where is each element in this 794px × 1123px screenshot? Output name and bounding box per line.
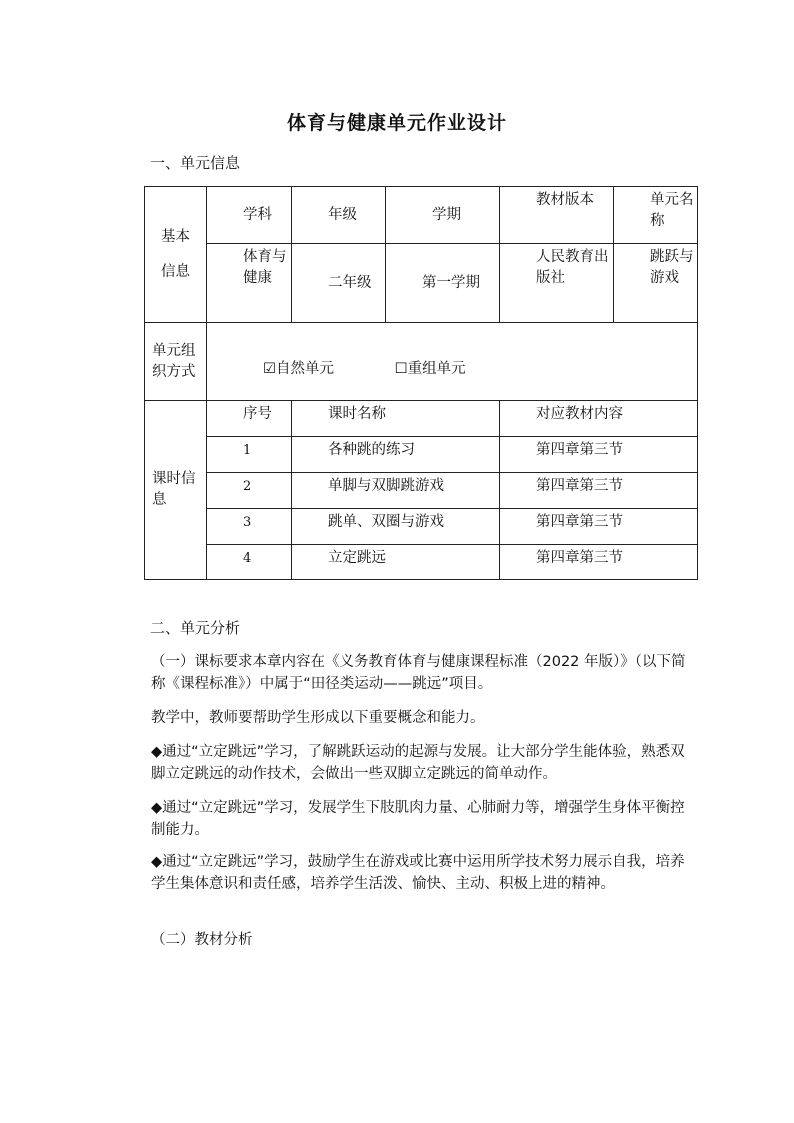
- lesson-header-name: 课时名称: [292, 401, 500, 437]
- table-row: [145, 545, 698, 580]
- header-unit-name: 单元名称: [614, 187, 698, 244]
- header-subject: 学科: [207, 187, 292, 244]
- lesson-no: 2: [207, 473, 292, 509]
- basic-info-label-line1: 基本: [161, 228, 190, 245]
- lesson-name: 立定跳远: [292, 545, 500, 580]
- natural-unit-checkbox[interactable]: ☑自然单元: [263, 361, 334, 377]
- lesson-header-content: 对应教材内容: [500, 401, 698, 437]
- lesson-content: 第四章第三节: [500, 545, 698, 580]
- lesson-no: 3: [207, 509, 292, 545]
- cell-subject: 体育与健康: [207, 244, 292, 323]
- paragraph-goal-2: ◆通过“立定跳远”学习，发展学生下肢肌肉力量、心肺耐力等，增强学生身体平衡控制能力。: [151, 800, 685, 838]
- section-heading-textbook-analysis: （二）教材分析: [151, 932, 253, 948]
- lesson-content: 第四章第三节: [500, 509, 698, 545]
- org-method-options: [207, 323, 698, 401]
- table-row: [145, 509, 698, 545]
- lesson-header-no: 序号: [207, 401, 292, 437]
- section-heading-unit-analysis: 二、单元分析: [150, 619, 241, 637]
- section-heading-unit-info: 一、单元信息: [150, 154, 241, 172]
- lesson-content: 第四章第三节: [500, 473, 698, 509]
- lesson-name: 跳单、双圈与游戏: [292, 509, 500, 545]
- org-method-label: 单元组织方式: [145, 323, 207, 401]
- paragraph-intro: 教学中，教师要帮助学生形成以下重要概念和能力。: [151, 710, 485, 726]
- table-row: [145, 437, 698, 473]
- paragraph-goal-3: ◆通过“立定跳远”学习，鼓励学生在游戏或比赛中运用所学技术努力展示自我，培养学生集体意识和责任感，培养学生活泼、愉快、主动、积极上进的精神。: [151, 854, 685, 892]
- table-row: [145, 473, 698, 509]
- regroup-unit-checkbox[interactable]: ☐重组单元: [394, 361, 466, 377]
- header-grade: 年级: [292, 187, 386, 244]
- unit-info-table: [144, 186, 698, 580]
- page-title: 体育与健康单元作业设计: [286, 112, 507, 134]
- lesson-no: 4: [207, 545, 292, 580]
- cell-textbook: 人民教育出版社: [500, 244, 614, 323]
- lesson-no: 1: [207, 437, 292, 473]
- basic-info-label: [145, 187, 207, 323]
- paragraph-curriculum: （一）课标要求本章内容在《义务教育体育与健康课程标准（2022 年版）》（以下简称《课程标准》）中属于“田径类运动——跳远”项目。: [151, 654, 686, 692]
- lesson-name: 各种跳的练习: [292, 437, 500, 473]
- lesson-info-label: 课时信息: [145, 401, 207, 580]
- paragraph-goal-1: ◆通过“立定跳远”学习，了解跳跃运动的起源与发展。让大部分学生能体验，熟悉双脚立定跳远的动作技术，会做出一些双脚立定跳远的简单动作。: [151, 744, 685, 782]
- cell-unit-name: 跳跃与游戏: [614, 244, 698, 323]
- header-textbook: 教材版本: [500, 187, 614, 244]
- lesson-content: 第四章第三节: [500, 437, 698, 473]
- cell-semester: 第一学期: [386, 244, 500, 323]
- header-semester: 学期: [386, 187, 500, 244]
- basic-info-label-line2: 信息: [161, 263, 190, 280]
- lesson-name: 单脚与双脚跳游戏: [292, 473, 500, 509]
- cell-grade: 二年级: [292, 244, 386, 323]
